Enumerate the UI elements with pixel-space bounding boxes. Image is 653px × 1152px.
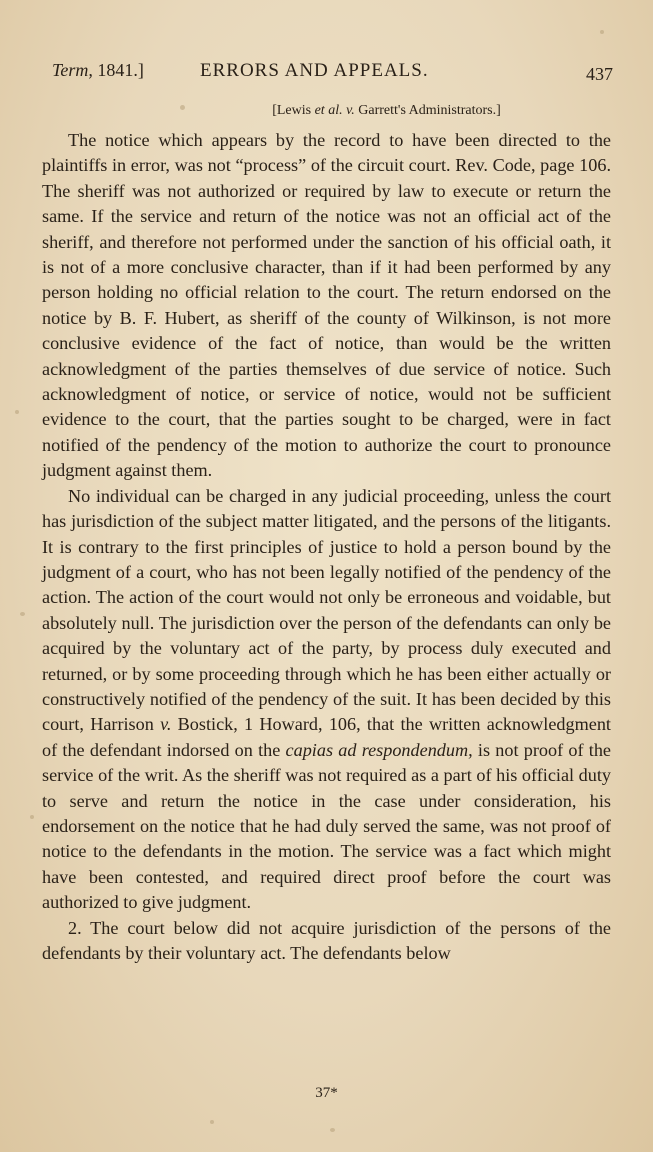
paragraph-2-part-c: is not proof of the service of the writ. As the sheriff was not required as a part of his official duty to serve and return the notice in the case under consideration, his endorsement on the notice that he had duly served the same, was not proof of notice to the defendants in the motion. The service was a fact which might have been contested, and required direct proof before the court was authorized to give judgment. [42, 739, 611, 913]
case-reference [0, 103, 653, 119]
term-italic: Term, [52, 60, 93, 80]
paragraph-2-versus: v. [160, 714, 172, 735]
paragraph-2-part-b: Bostick, 1 Howard, 106, that the written acknowledgment of the defendant indorsed on the [42, 714, 611, 760]
paper-speck [180, 105, 185, 110]
paragraph-3: 2. The court below did not acquire jurisdiction of the persons of the defendants by their voluntary act. The defendants below [42, 917, 611, 963]
paper-speck [330, 1128, 335, 1132]
case-ref-etal: et al. [314, 103, 343, 118]
paper-speck [15, 410, 19, 414]
paper-speck [20, 612, 25, 616]
paragraph-1: The notice which appears by the record to have been directed to the plaintiffs in error, was not “process” of the circuit court. Rev. Code, page 106. The sheriff was not authorized or required by law to execute or return the same. If the service and return of the notice was not an official act of the sheriff, and therefore not performed under the sanction of his official oath, it is not of a more conclusive character, than if it had been performed by any person holding no official relation to the court. The return endorsed on the notice by B. F. Hubert, as sheriff of the county of Wilkinson, is not more conclusive evidence of the fact of notice, than would be the written acknowledgment of the parties themselves of due service of notice. Such acknowledgment of notice, or service of notice, would not be sufficient evidence to the court, that the parties sought to be charged, were in fact notified of the pendency of the motion to authorize the court to pronounce judgment against them. [42, 130, 611, 481]
page-number: 437 [586, 64, 613, 84]
paper-speck [210, 1120, 214, 1124]
paragraph-2-part-a: No individual can be charged in any judicial proceeding, unless the court has jurisdiction of the subject matter litigated, and the persons of the litigants. It is contrary to the first principles of justice to hold a person bound by the judgment of a court, who has not been legally notified of the pendency of the action. The action of the court would not only be erroneous and voidable, but absolutely null. The jurisdiction over the person of the defendants can only be acquired by the voluntary act of the party, by process duly executed and returned, or by some proceeding through which he has been either actually or constructively notified of the pendency of the suit. It has been decided by this court, Harrison [42, 485, 611, 735]
paragraph-2-capias: capias ad respondendum, [285, 739, 473, 760]
case-ref-v: v. [346, 103, 355, 118]
term-year: 1841.] [92, 60, 144, 80]
running-head [52, 60, 613, 86]
running-title: ERRORS AND APPEALS. [200, 60, 429, 81]
body-text [42, 128, 611, 966]
paragraph-2 [42, 484, 611, 916]
paper-speck [600, 30, 604, 34]
term-label [52, 60, 144, 81]
folio-signature: 37* [315, 1085, 338, 1101]
case-ref-open: [Lewis [272, 103, 315, 118]
case-ref-close: Garrett's Administrators.] [354, 103, 501, 118]
paper-speck [30, 815, 34, 819]
